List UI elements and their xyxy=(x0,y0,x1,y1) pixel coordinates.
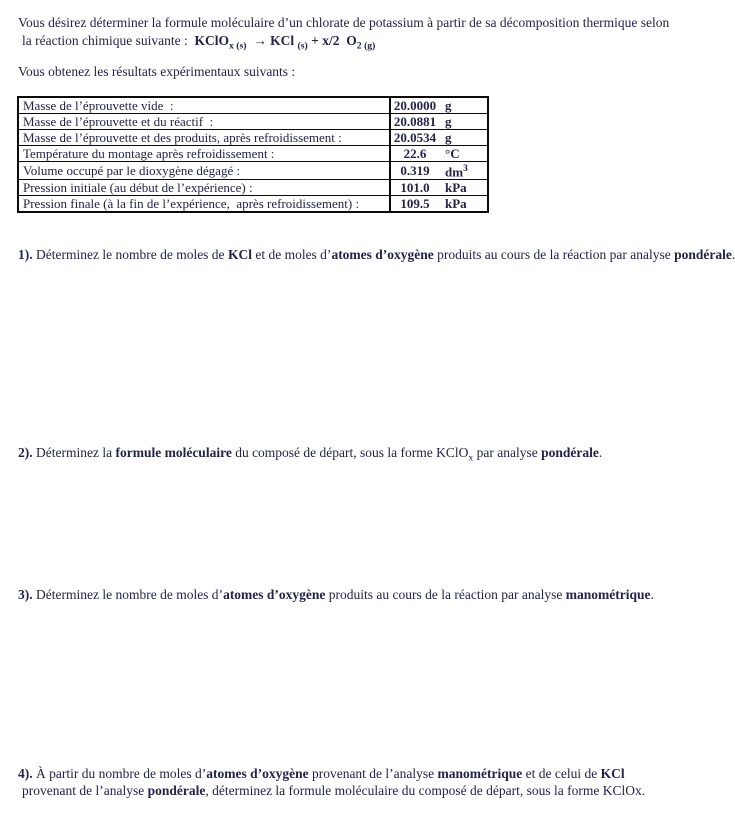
table-row xyxy=(18,97,488,114)
row-label: Volume occupé par le dioxygène dégagé : xyxy=(18,162,390,180)
row-value: 20.0000 xyxy=(390,97,439,114)
table-row xyxy=(18,130,488,146)
row-unit: g xyxy=(439,97,488,114)
row-value: 20.0881 xyxy=(390,114,439,130)
experimental-results-table xyxy=(17,96,489,213)
question-4-line1: 4). À partir du nombre de moles d’atomes d’oxygène provenant de l’analyse manométrique et de celui de KCl xyxy=(18,766,625,781)
results-intro-line: Vous obtenez les résultats expérimentaux suivants : xyxy=(18,64,296,79)
table-row xyxy=(18,180,488,196)
row-unit: kPa xyxy=(439,196,488,213)
question-2: 2). Déterminez la formule moléculaire du composé de départ, sous la forme KClO$_x$ par analyse pondérale. xyxy=(18,445,603,464)
row-unit: kPa xyxy=(439,180,488,196)
table-row xyxy=(18,162,488,180)
row-label: Pression finale (à la fin de l’expérience, après refroidissement) : xyxy=(18,196,390,213)
row-label: Masse de l’éprouvette et du réactif : xyxy=(18,114,390,130)
row-value: 20.0534 xyxy=(390,130,439,146)
reaction-equation-line: la réaction chimique suivante : KClO$_{x (s)}$ → KCl $_{(s)}$ + x/2 $O_{2 (g)}$ xyxy=(22,33,376,52)
row-unit: $dm^3$ xyxy=(439,162,488,180)
row-value: 101.0 xyxy=(390,180,439,196)
row-unit: g xyxy=(439,130,488,146)
row-label: Masse de l’éprouvette et des produits, après refroidissement : xyxy=(18,130,390,146)
row-unit: g xyxy=(439,114,488,130)
intro-line-1: Vous désirez déterminer la formule moléculaire d’un chlorate de potassium à partir de sa décomposition thermique selon xyxy=(18,15,670,30)
row-value: 0.319 xyxy=(390,162,439,180)
row-value: 22.6 xyxy=(390,146,439,162)
table-row xyxy=(18,146,488,162)
table-row xyxy=(18,196,488,213)
row-value: 109.5 xyxy=(390,196,439,213)
row-label: Masse de l’éprouvette vide : xyxy=(18,97,390,114)
row-unit: °C xyxy=(439,146,488,162)
question-4-line2: provenant de l’analyse pondérale, déterminez la formule moléculaire du composé de départ, sous la forme KClOx. xyxy=(22,783,646,798)
row-label: Température du montage après refroidissement : xyxy=(18,146,390,162)
table-row xyxy=(18,114,488,130)
question-1: 1). Déterminez le nombre de moles de KCl et de moles d’atomes d’oxygène produits au cours de la réaction par analyse pondérale. xyxy=(18,247,735,262)
row-label: Pression initiale (au début de l’expérience) : xyxy=(18,180,390,196)
question-3: 3). Déterminez le nombre de moles d’atomes d’oxygène produits au cours de la réaction par analyse manométrique. xyxy=(18,587,654,602)
